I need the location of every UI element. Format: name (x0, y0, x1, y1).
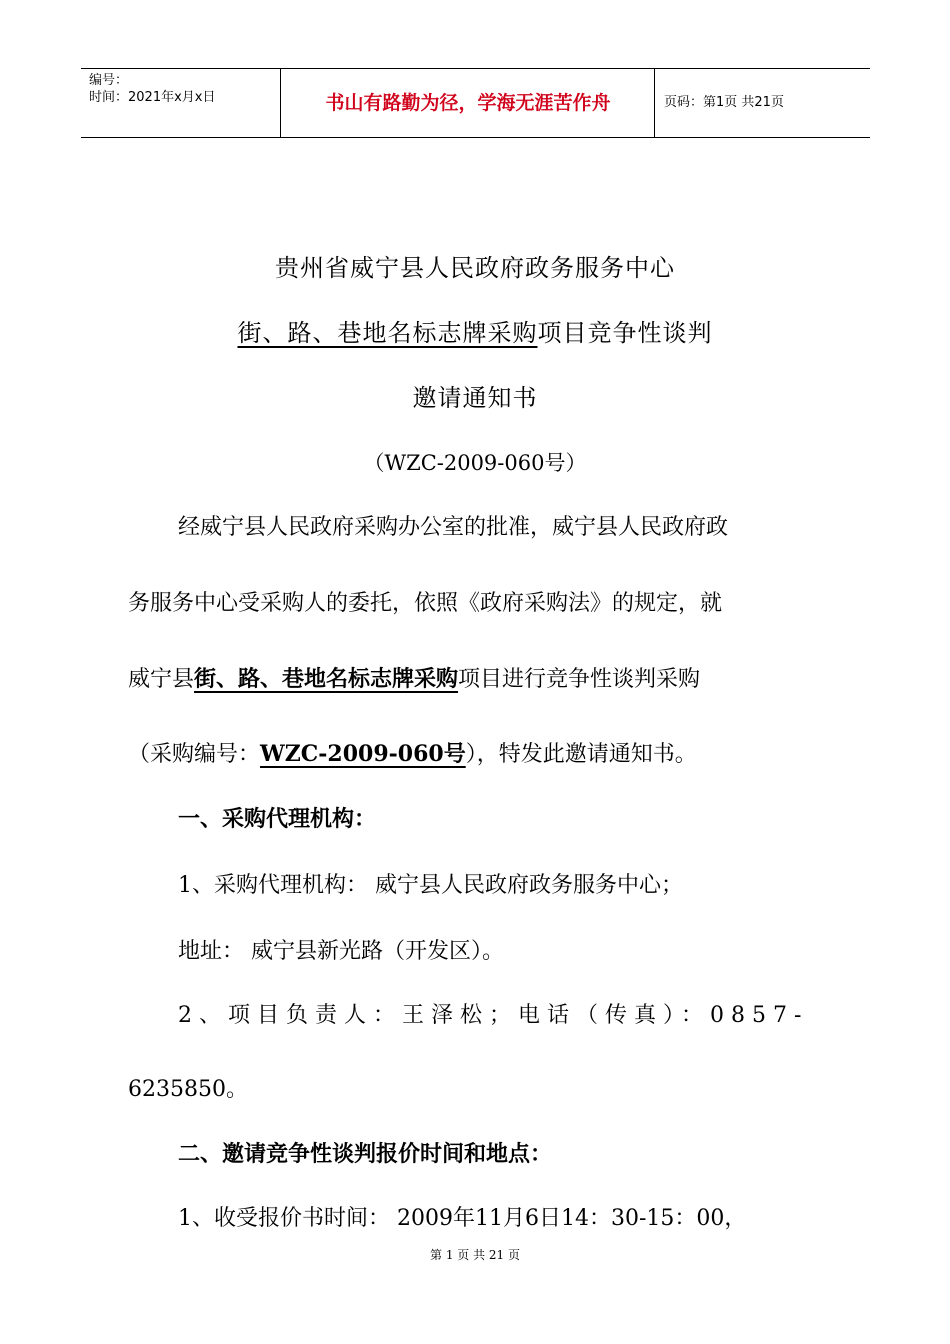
intro-procurement-number: WZC-2009-060号 (260, 741, 466, 767)
quote-time-line: 1、收受报价书时间： 2009年11月6日14：30-15：00， (178, 1206, 747, 1231)
intro-line-3 (128, 662, 700, 693)
intro-line-3-rest: 项目进行竞争性谈判采购 (458, 667, 701, 692)
intro-project-name: 街、路、巷地名标志牌采购 (194, 666, 459, 692)
document-number: （WZC-2009-060号） (363, 451, 587, 475)
intro-line-2: 务服务中心受采购人的委托，依照《政府采购法》的规定，就 (128, 591, 723, 616)
agency-line: 1、采购代理机构： 威宁县人民政府政务服务中心； (178, 873, 683, 898)
number-label: 编号： (89, 73, 129, 88)
intro-procurement-label: （采购编号： (128, 742, 261, 767)
contact-line-cont: 6235850。 (128, 1077, 248, 1102)
title-line-3: 邀请通知书 (412, 384, 538, 412)
title-project-name: 街、路、巷地名标志牌采购 (237, 319, 538, 347)
document-header (81, 68, 870, 138)
page-footer: 第 1 页 共 21 页 (430, 1248, 520, 1262)
header-page-info: 页码：第1页 共21页 (664, 95, 784, 110)
contact-line: 2、项目负责人：王泽松；电话（传真）：0857- (178, 1003, 809, 1028)
section-2-heading: 二、邀请竞争性谈判报价时间和地点： (178, 1142, 553, 1167)
time-label: 时间：2021年x月x日 (89, 90, 216, 105)
intro-county: 威宁县 (128, 667, 195, 692)
header-meta-cell (81, 69, 281, 137)
title-line-1: 贵州省威宁县人民政府政务服务中心 (275, 254, 675, 282)
title-line-2-rest: 项目竞争性谈判 (537, 319, 713, 347)
address-line: 地址： 威宁县新光路（开发区）。 (178, 939, 504, 964)
intro-line-4 (128, 737, 697, 768)
header-motto: 书山有路勤为径，学海无涯苦作舟 (282, 69, 655, 137)
title-line-2 (0, 313, 950, 348)
section-1-heading: 一、采购代理机构： (178, 807, 377, 832)
intro-line-4-rest: ），特发此邀请通知书。 (465, 742, 697, 767)
intro-line-1: 经威宁县人民政府采购办公室的批准，威宁县人民政府政 (178, 515, 729, 540)
